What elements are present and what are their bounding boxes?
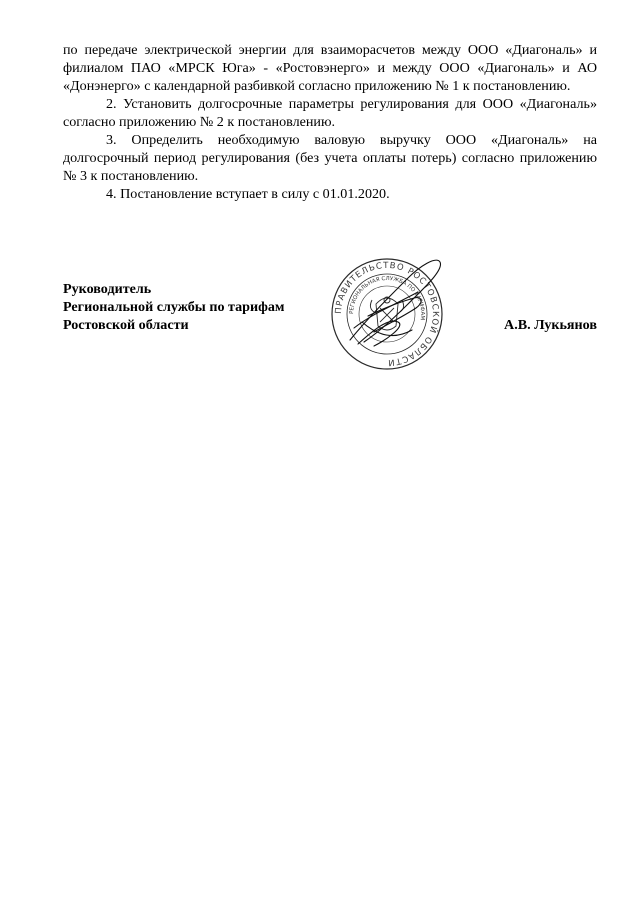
paragraph-continuation: по передаче электрической энергии для взаиморасчетов между ООО «Диагональ» и филиалом ПАО «МРСК Юга» - «Ростовэнерго» и между ООО «Диагональ» и АО «Донэнерго» с календарной разбивкой согласно приложению № 1 к постановлению.	[63, 42, 597, 94]
body-text	[63, 41, 597, 203]
signatory-position-line-2: Региональной службы по тарифам	[63, 299, 285, 315]
signatory-position-line-1: Руководитель	[63, 281, 152, 297]
official-seal	[328, 248, 446, 384]
paragraph-item-2: 2. Установить долгосрочные параметры регулирования для ООО «Диагональ» согласно приложению № 2 к постановлению.	[63, 96, 597, 130]
seal-stamp-icon	[328, 248, 446, 384]
paragraph-item-4: 4. Постановление вступает в силу с 01.01.2020.	[106, 186, 390, 202]
seal-inner-text: РЕГИОНАЛЬНАЯ СЛУЖБА ПО ТАРИФАМ	[348, 275, 426, 321]
signatory-name: А.В. Лукьянов	[504, 317, 597, 333]
signatory-title	[63, 280, 285, 334]
signatory-position-line-3: Ростовской области	[63, 317, 189, 333]
paragraph-item-3: 3. Определить необходимую валовую выручку ООО «Диагональ» на долгосрочный период регулирования (без учета оплаты потерь) согласно приложению № 3 к постановлению.	[63, 132, 597, 184]
seal-outer-text: ПРАВИТЕЛЬСТВО РОСТОВСКОЙ ОБЛАСТИ	[333, 260, 441, 368]
